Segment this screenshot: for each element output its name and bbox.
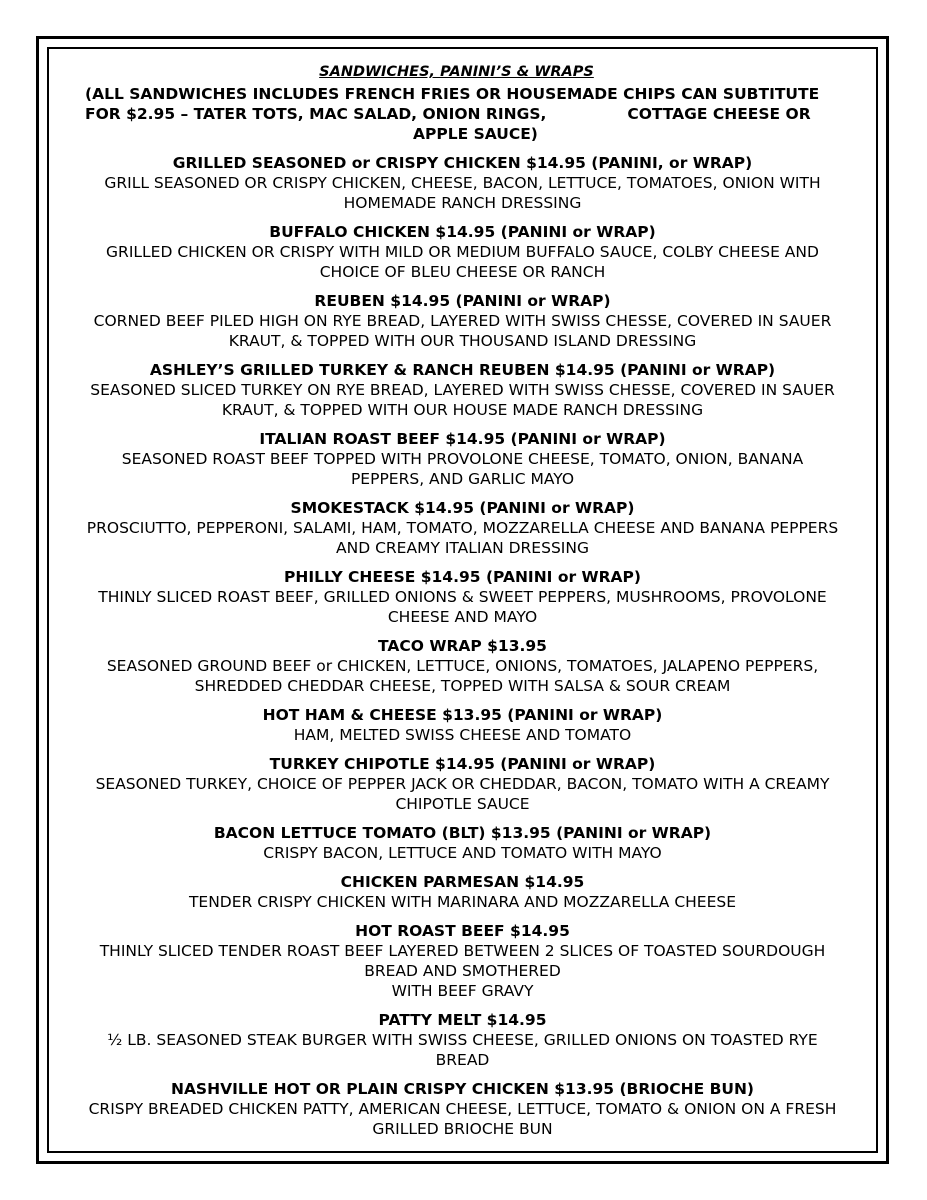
menu-item	[57, 1079, 868, 1139]
menu-item-description	[57, 242, 868, 282]
menu-item-description	[57, 892, 868, 912]
menu-item	[57, 921, 868, 1001]
menu-item-description-line: GRILL SEASONED OR CRISPY CHICKEN, CHEESE, BACON, LETTUCE, TOMATOES, ONION WITH	[104, 174, 821, 192]
menu-item-title: PATTY MELT $14.95	[378, 1011, 547, 1029]
menu-item-description-line: CHIPOTLE SAUCE	[395, 795, 530, 813]
menu-item-description-line: CORNED BEEF PILED HIGH ON RYE BREAD, LAYERED WITH SWISS CHESSE, COVERED IN SAUER	[93, 312, 832, 330]
intro-line: APPLE SAUCE)	[413, 125, 538, 143]
menu-item-description-line: ½ LB. SEASONED STEAK BURGER WITH SWISS CHEESE, GRILLED ONIONS ON TOASTED RYE	[107, 1031, 818, 1049]
menu-item-description-line: SEASONED TURKEY, CHOICE OF PEPPER JACK OR CHEDDAR, BACON, TOMATO WITH A CREAMY	[95, 775, 830, 793]
menu-item-title: CHICKEN PARMESAN $14.95	[340, 873, 585, 891]
menu-item-description-line: BREAD AND SMOTHERED	[364, 962, 561, 980]
menu-item	[57, 498, 868, 558]
menu-item-description	[57, 518, 868, 558]
menu-item-description-line: SEASONED ROAST BEEF TOPPED WITH PROVOLONE CHEESE, TOMATO, ONION, BANANA	[121, 450, 804, 468]
menu-item-description-line: WITH BEEF GRAVY	[391, 982, 534, 1000]
menu-item	[57, 153, 868, 213]
menu-item-description	[57, 725, 868, 745]
menu-item	[57, 705, 868, 745]
menu-item	[57, 222, 868, 282]
menu-item	[57, 636, 868, 696]
menu-item-title: ASHLEY’S GRILLED TURKEY & RANCH REUBEN $14.95 (PANINI or WRAP)	[149, 361, 776, 379]
menu-item	[57, 823, 868, 863]
menu-items-list	[57, 153, 868, 1139]
menu-item-description-line: SEASONED GROUND BEEF or CHICKEN, LETTUCE, ONIONS, TOMATOES, JALAPENO PEPPERS,	[106, 657, 819, 675]
menu-item-title: HOT HAM & CHEESE $13.95 (PANINI or WRAP)	[262, 706, 663, 724]
menu-item-description	[57, 941, 868, 1001]
menu-item-description	[57, 656, 868, 696]
menu-item-title: HOT ROAST BEEF $14.95	[355, 922, 570, 940]
menu-item-description	[57, 173, 868, 213]
menu-item-description-line: CHOICE OF BLEU CHEESE OR RANCH	[319, 263, 606, 281]
menu-item-description	[57, 1099, 868, 1139]
menu-item-description-line: PROSCIUTTO, PEPPERONI, SALAMI, HAM, TOMATO, MOZZARELLA CHEESE AND BANANA PEPPERS	[86, 519, 839, 537]
menu-item-description-line: HAM, MELTED SWISS CHEESE AND TOMATO	[293, 726, 632, 744]
menu-item-description	[57, 311, 868, 351]
menu-inner-border	[47, 47, 878, 1153]
menu-item-description-line: TENDER CRISPY CHICKEN WITH MARINARA AND MOZZARELLA CHEESE	[188, 893, 737, 911]
menu-item-description-line: KRAUT, & TOPPED WITH OUR HOUSE MADE RANCH DRESSING	[221, 401, 704, 419]
menu-item-title: PHILLY CHEESE $14.95 (PANINI or WRAP)	[284, 568, 641, 586]
menu-item	[57, 872, 868, 912]
menu-item-title: NASHVILLE HOT OR PLAIN CRISPY CHICKEN $13.95 (BRIOCHE BUN)	[170, 1080, 755, 1098]
menu-item	[57, 567, 868, 627]
menu-item-title: GRILLED SEASONED or CRISPY CHICKEN $14.95 (PANINI, or WRAP)	[172, 154, 753, 172]
menu-title: SANDWICHES, PANINI’S & WRAPS	[319, 64, 594, 80]
menu-item	[57, 291, 868, 351]
menu-item-title: REUBEN $14.95 (PANINI or WRAP)	[314, 292, 611, 310]
menu-content	[57, 61, 868, 1139]
menu-item	[57, 1010, 868, 1070]
intro-line: FOR $2.95 – TATER TOTS, MAC SALAD, ONION RINGS, COTTAGE CHEESE OR	[85, 105, 811, 123]
menu-item-description-line: THINLY SLICED TENDER ROAST BEEF LAYERED BETWEEN 2 SLICES OF TOASTED SOURDOUGH	[99, 942, 826, 960]
menu-item	[57, 429, 868, 489]
menu-item-description-line: HOMEMADE RANCH DRESSING	[343, 194, 582, 212]
menu-item-title: BACON LETTUCE TOMATO (BLT) $13.95 (PANINI or WRAP)	[213, 824, 712, 842]
menu-item-description	[57, 380, 868, 420]
menu-item-description-line: CHEESE AND MAYO	[387, 608, 538, 626]
menu-item-title: TACO WRAP $13.95	[378, 637, 547, 655]
menu-item-title: ITALIAN ROAST BEEF $14.95 (PANINI or WRAP)	[259, 430, 666, 448]
menu-item	[57, 754, 868, 814]
menu-item-description-line: BREAD	[435, 1051, 490, 1069]
menu-item-description-line: SHREDDED CHEDDAR CHEESE, TOPPED WITH SALSA & SOUR CREAM	[194, 677, 731, 695]
menu-item-description-line: GRILLED BRIOCHE BUN	[372, 1120, 553, 1138]
menu-item-description-line: KRAUT, & TOPPED WITH OUR THOUSAND ISLAND DRESSING	[228, 332, 697, 350]
intro-line: (ALL SANDWICHES INCLUDES FRENCH FRIES OR HOUSEMADE CHIPS CAN SUBTITUTE	[85, 85, 820, 103]
menu-item	[57, 360, 868, 420]
menu-item-description-line: PEPPERS, AND GARLIC MAYO	[350, 470, 575, 488]
menu-item-description	[57, 587, 868, 627]
menu-item-title: TURKEY CHIPOTLE $14.95 (PANINI or WRAP)	[269, 755, 656, 773]
menu-item-description	[57, 449, 868, 489]
menu-item-description-line: THINLY SLICED ROAST BEEF, GRILLED ONIONS & SWEET PEPPERS, MUSHROOMS, PROVOLONE	[98, 588, 827, 606]
menu-item-title: BUFFALO CHICKEN $14.95 (PANINI or WRAP)	[269, 223, 656, 241]
menu-item-description-line: CRISPY BACON, LETTUCE AND TOMATO WITH MAYO	[263, 844, 662, 862]
menu-intro	[85, 84, 856, 144]
menu-item-description	[57, 774, 868, 814]
menu-item-title: SMOKESTACK $14.95 (PANINI or WRAP)	[290, 499, 635, 517]
menu-item-description-line: CRISPY BREADED CHICKEN PATTY, AMERICAN CHEESE, LETTUCE, TOMATO & ONION ON A FRESH	[88, 1100, 837, 1118]
menu-item-description-line: AND CREAMY ITALIAN DRESSING	[336, 539, 589, 557]
menu-item-description-line: SEASONED SLICED TURKEY ON RYE BREAD, LAYERED WITH SWISS CHESSE, COVERED IN SAUER	[90, 381, 835, 399]
menu-item-description-line: GRILLED CHICKEN OR CRISPY WITH MILD OR MEDIUM BUFFALO SAUCE, COLBY CHEESE AND	[106, 243, 819, 261]
menu-item-description	[57, 843, 868, 863]
menu-item-description	[57, 1030, 868, 1070]
menu-outer-border	[36, 36, 889, 1164]
